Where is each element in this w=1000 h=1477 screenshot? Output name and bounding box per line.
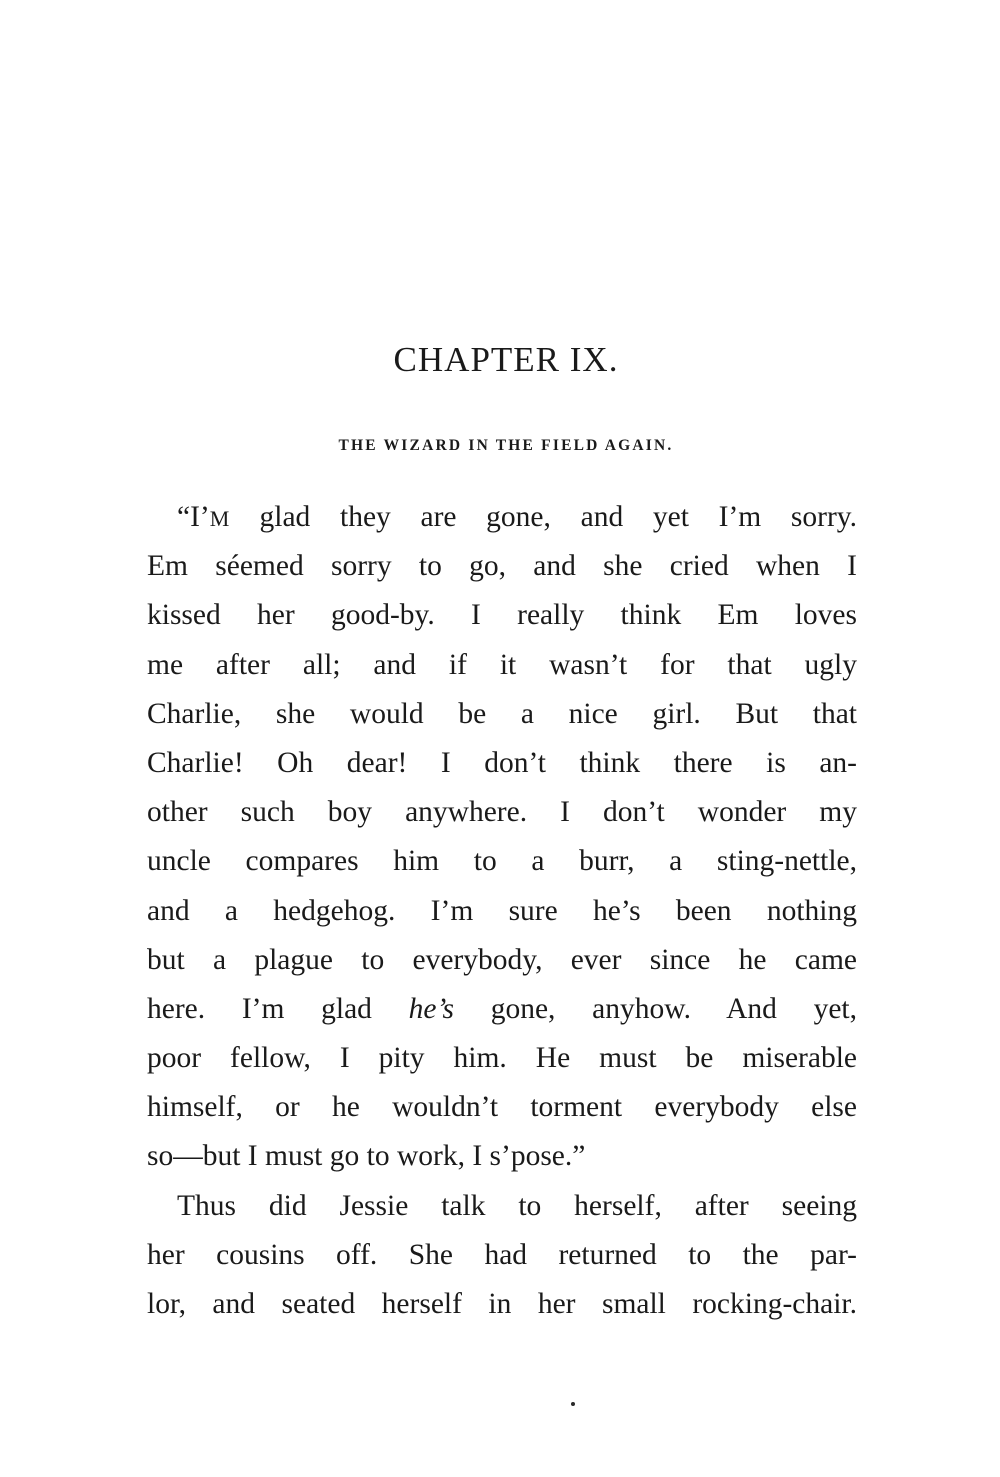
paragraph-2-line-1: Thus did Jessie talk to herself, after seeing (177, 1189, 857, 1222)
paragraph-2-line-3: lor, and seated herself in her small rocking-chair. (147, 1288, 857, 1320)
chapter-title: CHAPTER IX. (393, 340, 619, 379)
paragraph-2-line-2: her cousins off. She had returned to the par- (147, 1238, 857, 1271)
paragraph-1-line-11 (147, 985, 857, 1034)
paragraph-1-line-12: poor fellow, I pity him. He must be miserable (147, 1042, 857, 1075)
paragraph-1-line-9: and a hedgehog. I’m sure he’s been nothing (147, 894, 857, 927)
body-text (147, 493, 857, 1329)
drop-word-first: I’ (190, 501, 210, 533)
line-11-italic: he’s (408, 992, 454, 1025)
chapter-subtitle: THE WIZARD IN THE FIELD AGAIN. (338, 437, 674, 454)
paragraph-1-line-14: so—but I must go to work, I s’pose.” (147, 1140, 586, 1173)
paragraph-1-line-2: Em séemed sorry to go, and she cried when I (147, 550, 857, 583)
paragraph-1-line-6: Charlie! Oh dear! I don’t think there is an- (147, 746, 857, 779)
line-11-before: here. I’m glad (147, 992, 409, 1025)
ink-speck (571, 1402, 575, 1406)
line-11-after: gone, anyhow. And yet, (454, 992, 857, 1025)
paragraph-1-line-4: me after all; and if it wasn’t for that ugly (147, 648, 857, 681)
paragraph-1-line-3: kissed her good-by. I really think Em loves (147, 599, 857, 632)
paragraph-1-line-7: other such boy anywhere. I don’t wonder my (147, 796, 857, 829)
paragraph-1-line-1-text: glad they are gone, and yet I’m sorry. (229, 501, 857, 533)
paragraph-1-line-8: uncle compares him to a burr, a sting-nettle, (147, 845, 857, 878)
paragraph-1-line-1 (147, 493, 857, 542)
paragraph-1-line-10: but a plague to everybody, ever since he came (147, 943, 857, 976)
paragraph-1-line-5: Charlie, she would be a nice girl. But that (147, 697, 857, 730)
paragraph-1-line-13: himself, or he wouldn’t torment everybody else (147, 1091, 857, 1124)
opening-quote: “ (177, 501, 191, 533)
drop-word-smallcaps: M (209, 506, 230, 531)
